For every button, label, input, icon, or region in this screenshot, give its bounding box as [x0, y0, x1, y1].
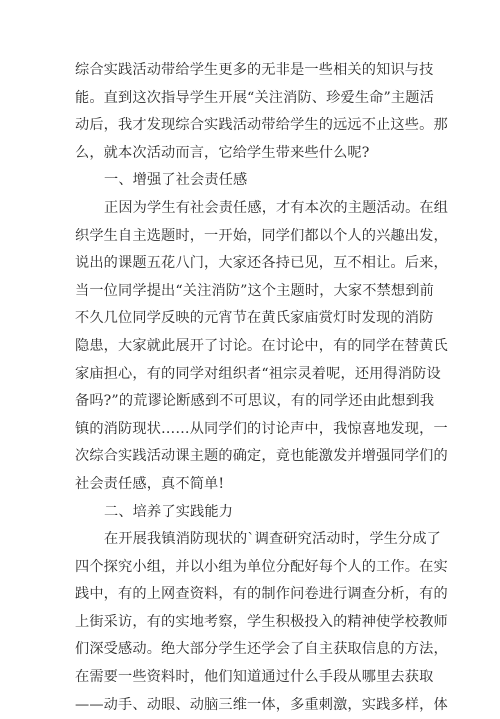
text-line: 家庙担心，有的同学对组织者“祖宗灵着呢，还用得消防设	[75, 365, 441, 382]
paragraph-start-line: 正因为学生有社会责任感，才有本次的主题活动。在组	[104, 199, 449, 216]
document-body	[75, 57, 449, 719]
text-line: 说出的课题五花八门，大家还各持已见，互不相让。后来，	[75, 255, 448, 272]
text-line: 镇的消防现状……从同学们的讨论声中，我惊喜地发现，一	[75, 420, 448, 437]
text-line: 能。直到这次指导学生开展“关注消防、珍爱生命”主题活	[75, 89, 434, 106]
text-line: 隐患，大家就此展开了讨论。在讨论中，有的同学在替黄氏	[75, 337, 448, 354]
text-line: 四个探究小组，并以小组为单位分配好每个人的工作。在实	[75, 558, 448, 575]
text-line: 动后，我才发现综合实践活动带给学生的远远不止这些。那	[75, 117, 448, 134]
text-line: 么，就本次活动而言，它给学生带来些什么呢?	[75, 144, 370, 161]
text-line: 不久几位同学反映的元宵节在黄氏家庙赏灯时发现的消防	[75, 310, 434, 327]
text-line: 上街采访，有的实地考察，学生积极投入的精神使学校教师	[75, 613, 448, 630]
text-line: ——动手、动眼、动脑三维一体，多重刺激，实践多样，体	[75, 696, 448, 713]
text-line: 织学生自主选题时，一开始，同学们都以个人的兴趣出发，	[75, 227, 448, 244]
text-line: 在需要一些资料时，他们知道通过什么手段从哪里去获取	[75, 669, 434, 686]
paragraph-start-line: 在开展我镇消防现状的`调查研究活动时，学生分成了	[104, 531, 442, 548]
section-heading-2: 二、培养了实践能力	[104, 503, 234, 520]
text-line: 们深受感动。绝大部分学生还学会了自主获取信息的方法，	[75, 641, 448, 658]
text-line: 当一位同学提出“关注消防”这个主题时，大家不禁想到前	[75, 282, 434, 299]
text-line: 社会责任感，真不简单!	[75, 475, 225, 492]
text-line: 次综合实践活动课主题的确定，竟也能激发并增强同学们的	[75, 448, 448, 465]
text-line: 备吗?”的荒谬论断感到不可思议，有的同学还由此想到我	[75, 393, 435, 410]
section-heading-1: 一、增强了社会责任感	[104, 172, 248, 189]
text-line: 践中，有的上网查资料，有的制作问卷进行调查分析，有的	[75, 586, 448, 603]
text-line: 综合实践活动带给学生更多的无非是一些相关的知识与技	[75, 62, 434, 78]
